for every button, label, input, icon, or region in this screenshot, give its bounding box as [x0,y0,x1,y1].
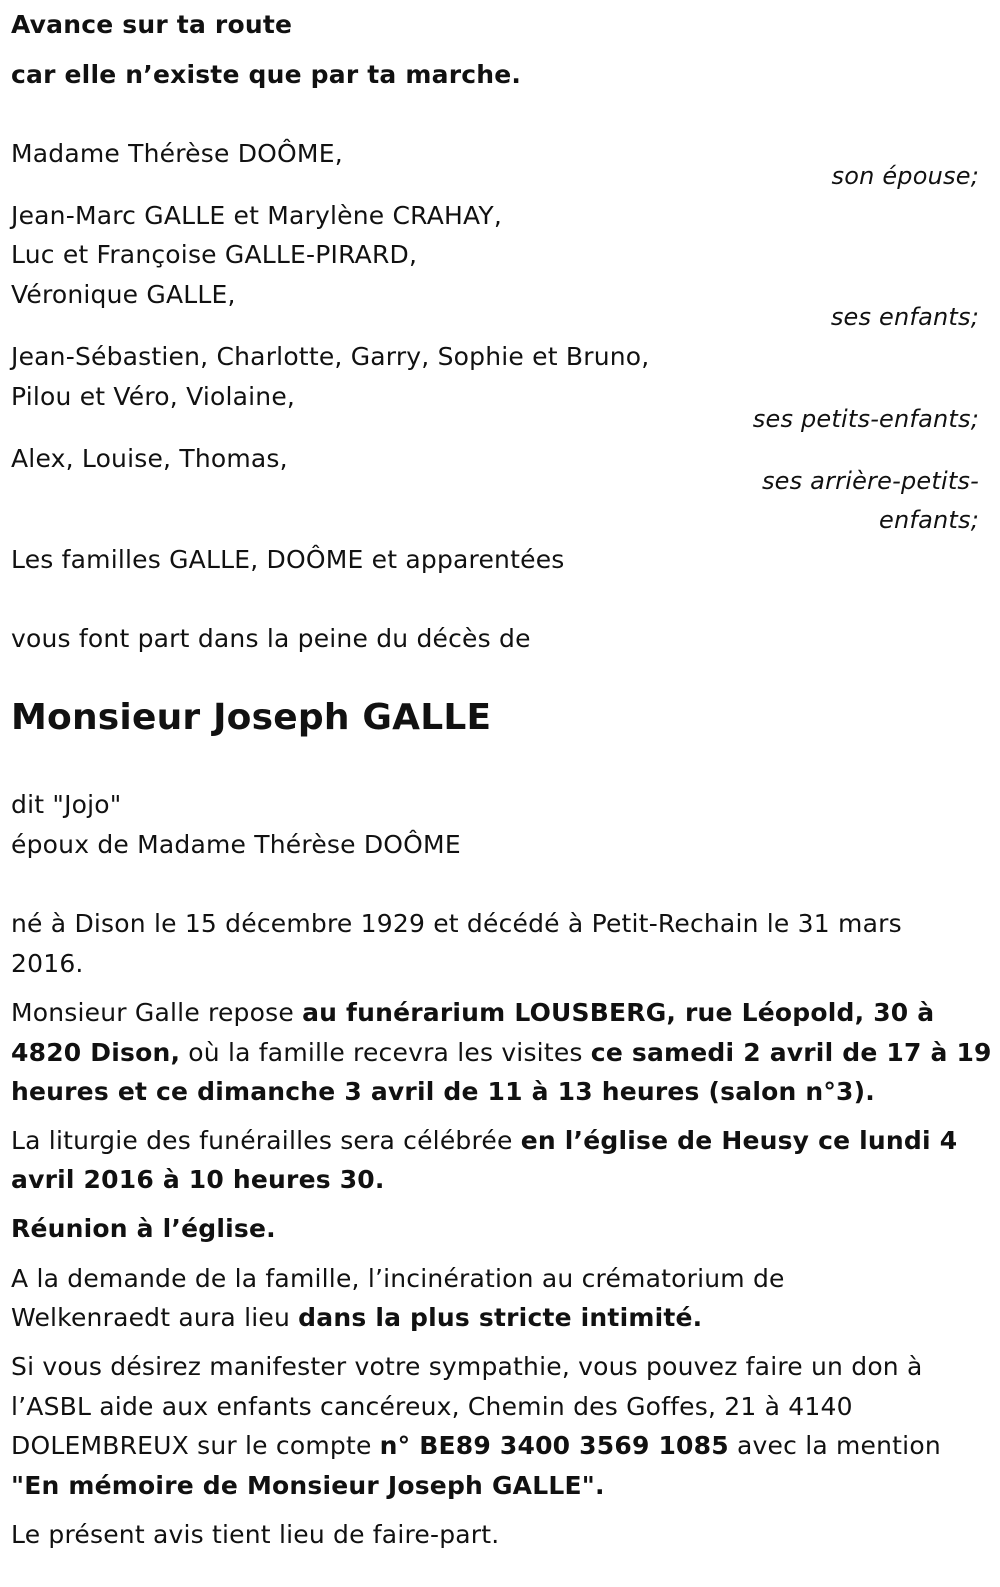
child-line: Jean-Marc GALLE et Marylène CRAHAY, [11,201,503,230]
bank-account: n° BE89 3400 3569 1085 [379,1431,729,1460]
closing-line: Le présent avis tient lieu de faire-part. [11,1520,500,1549]
cremation-line-1: A la demande de la famille, l’incinération au crématorium de [11,1264,785,1293]
visit-times: ce samedi 2 avril de 17 à 19 [590,1038,992,1067]
epigraph-line-2: car elle n’existe que par ta marche. [11,60,522,89]
funeral-home: au funérarium LOUSBERG, rue Léopold, 30 à [302,998,935,1027]
spouse-role: son épouse; [831,162,979,190]
reunion-line: Réunion à l’église. [11,1214,276,1243]
epigraph-line-1: Avance sur ta route [11,10,293,39]
donation-line-3 [11,1433,941,1458]
liturgy-place: en l’église de Heusy ce lundi 4 [520,1126,958,1155]
cremation-line-2 [11,1305,702,1330]
spouse-name: Madame Thérèse DOÔME, [11,139,343,168]
children-role: ses enfants; [830,303,979,331]
announcement-line: vous font part dans la peine du décès de [11,624,531,653]
grandchild-line: Jean-Sébastien, Charlotte, Garry, Sophie et Bruno, [11,342,650,371]
rest-text: où la famille recevra les visites [180,1038,591,1067]
liturgy-text: La liturgie des funérailles sera célébrée [11,1126,521,1155]
donation-text: avec la mention [728,1431,941,1460]
donation-mention: "En mémoire de Monsieur Joseph GALLE". [11,1471,605,1500]
deceased-spouse-of: époux de Madame Thérèse DOÔME [11,830,461,859]
liturgy-line-2: avril 2016 à 10 heures 30. [11,1165,385,1194]
great-grandchildren-role-1: ses arrière-petits- [761,467,979,495]
cremation-privacy: dans la plus stricte intimité. [298,1303,703,1332]
donation-line-2: l’ASBL aide aux enfants cancéreux, Chemin des Goffes, 21 à 4140 [11,1392,853,1421]
deceased-name: Monsieur Joseph GALLE [11,697,492,738]
child-line: Véronique GALLE, [11,280,236,309]
donation-line-1: Si vous désirez manifester votre sympathie, vous pouvez faire un don à [11,1352,923,1381]
grandchild-line: Pilou et Véro, Violaine, [11,382,296,411]
funeral-home-city: 4820 Dison, [11,1038,181,1067]
cremation-text: Welkenraedt aura lieu [11,1303,299,1332]
birth-death-line-1: né à Dison le 15 décembre 1929 et décédé à Petit-Rechain le 31 mars [11,909,902,938]
birth-death-line-2: 2016. [11,949,84,978]
donation-text: DOLEMBREUX sur le compte [11,1431,380,1460]
liturgy-line-1 [11,1128,957,1153]
child-line: Luc et Françoise GALLE-PIRARD, [11,240,418,269]
grandchildren-role: ses petits-enfants; [752,405,979,433]
rest-line-1 [11,1000,934,1025]
great-grandchildren-line: Alex, Louise, Thomas, [11,444,288,473]
rest-line-2 [11,1040,992,1065]
great-grandchildren-role-2: enfants; [879,506,979,534]
rest-text: Monsieur Galle repose [11,998,303,1027]
families-line: Les familles GALLE, DOÔME et apparentées [11,545,565,574]
deceased-nickname: dit "Jojo" [11,790,122,819]
visit-times-line-3: heures et ce dimanche 3 avril de 11 à 13 heures (salon n°3). [11,1077,875,1106]
